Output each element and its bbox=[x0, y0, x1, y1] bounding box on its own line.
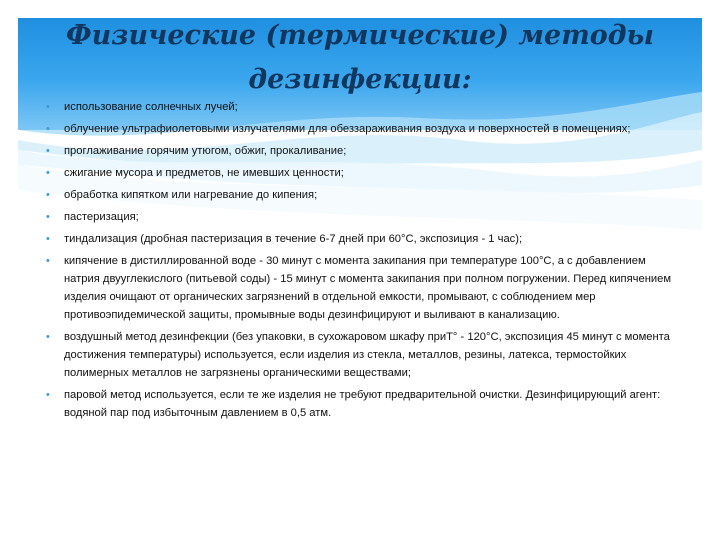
list-item bbox=[46, 230, 674, 248]
list-item bbox=[46, 328, 674, 382]
list-item-text: пастеризация; bbox=[64, 211, 139, 223]
bullet-icon: • bbox=[46, 255, 50, 267]
list-item bbox=[46, 186, 674, 204]
list-item bbox=[46, 208, 674, 226]
list-item bbox=[46, 164, 674, 182]
bullet-icon: • bbox=[46, 211, 50, 223]
bullet-icon: • bbox=[46, 101, 50, 113]
bullet-icon: • bbox=[46, 189, 50, 201]
list-item bbox=[46, 386, 674, 422]
bullet-icon: • bbox=[46, 167, 50, 179]
list-item-text: сжигание мусора и предметов, не имевших ценности; bbox=[64, 167, 344, 179]
list-item-text: обработка кипятком или нагревание до кипения; bbox=[64, 189, 318, 201]
list-item-text: облучение ультрафиолетовыми излучателями для обеззараживания воздуха и поверхностей в помещениях; bbox=[64, 123, 631, 135]
list-item bbox=[46, 142, 674, 160]
slide-title: Физические (термические) методы дезинфекции: bbox=[65, 20, 655, 95]
list-item bbox=[46, 252, 674, 324]
bullet-icon: • bbox=[46, 145, 50, 157]
list-item-text: паровой метод используется, если те же изделия не требуют предварительной очистки. Дезинфицирующий агент: водяной пар под избыточным давлением в 0,5 атм. bbox=[64, 389, 661, 419]
list-item-text: проглаживание горячим утюгом, обжиг, прокаливание; bbox=[64, 145, 347, 157]
content-area bbox=[46, 98, 674, 426]
bullet-list bbox=[46, 98, 674, 422]
bullet-icon: • bbox=[46, 123, 50, 135]
list-item-text: тиндализация (дробная пастеризация в течение 6-7 дней при 60°С, экспозиция - 1 час); bbox=[64, 233, 523, 245]
bullet-icon: • bbox=[46, 233, 50, 245]
list-item-text: воздушный метод дезинфекции (без упаковки, в сухожаровом шкафу приТ° - 120°С, экспозиция 45 минут с момента достижения температуры) используется, если изделия из стекла, металлов, резины, латекса, термостойких полимерных металлов не загрязнены органическими веществами; bbox=[64, 331, 670, 379]
list-item-text: использование солнечных лучей; bbox=[64, 101, 238, 113]
list-item bbox=[46, 120, 674, 138]
bullet-icon: • bbox=[46, 389, 50, 401]
list-item-text: кипячение в дистиллированной воде - 30 минут с момента закипания при температуре 100°С, а с добавлением натрия двууглекислого (питьевой соды) - 15 минут с момента закипания при полном погружении. Перед кипячением изделия очищают от органических загрязнений в отдельной емкости, промывают, с соблюдением мер противоэпидемической защиты, промывные воды дезинфицируют и выливают в канализацию. bbox=[64, 255, 672, 321]
bullet-icon: • bbox=[46, 331, 50, 343]
list-item bbox=[46, 98, 674, 116]
